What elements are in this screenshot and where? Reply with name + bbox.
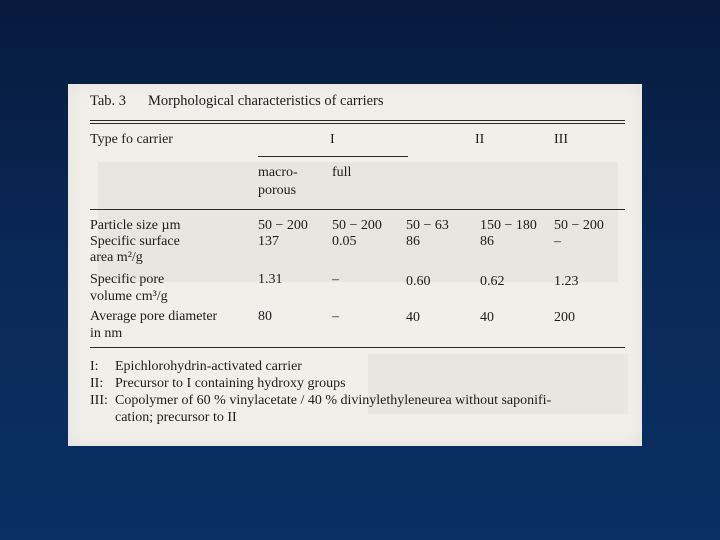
- cell-value: 80: [258, 309, 272, 324]
- cell-value: 50 − 200: [258, 218, 308, 233]
- cell-value: 0.60: [406, 274, 431, 289]
- row-label: Particle size µm: [90, 218, 181, 233]
- subheader-macro: macro-: [258, 165, 298, 180]
- row-label: in nm: [90, 326, 123, 341]
- group-i-underline: [258, 156, 408, 157]
- cell-value: 0.05: [332, 234, 357, 249]
- scanned-table-image: [68, 84, 642, 446]
- row-label: Specific pore: [90, 272, 165, 287]
- cell-value: 1.31: [258, 272, 283, 287]
- group-header-ii: II: [475, 132, 485, 147]
- group-header-i: I: [330, 132, 335, 147]
- cell-value: 50 − 200: [554, 218, 604, 233]
- cell-value: 86: [406, 234, 420, 249]
- top-rule: [90, 120, 625, 121]
- type-of-carrier-header: Type fo carrier: [90, 132, 173, 147]
- subheader-porous: porous: [258, 183, 297, 198]
- cell-value: 50 − 200: [332, 218, 382, 233]
- footnote-text: Epichlorohydrin-activated carrier: [115, 359, 302, 374]
- cell-value: –: [554, 234, 561, 249]
- row-label: Specific surface: [90, 234, 180, 249]
- cell-value: 40: [406, 310, 420, 325]
- footnote-text: cation; precursor to II: [115, 410, 237, 425]
- row-label: volume cm³/g: [90, 289, 168, 304]
- row-label: Average pore diameter: [90, 309, 218, 324]
- footnote-text: Copolymer of 60 % vinylacetate / 40 % divinylethyleneurea without saponifi-: [115, 393, 552, 408]
- table-caption-label: Tab. 3: [90, 93, 127, 109]
- cell-value: –: [332, 309, 339, 324]
- subheader-full: full: [332, 165, 352, 180]
- bottom-rule: [90, 347, 625, 348]
- row-label: area m²/g: [90, 250, 143, 265]
- cell-value: 200: [554, 310, 575, 325]
- cell-value: 86: [480, 234, 494, 249]
- footnote-key: II:: [90, 376, 104, 391]
- header-rule: [90, 209, 625, 210]
- footnote-key: III:: [90, 393, 108, 408]
- footnote-text: Precursor to I containing hydroxy groups: [115, 376, 346, 391]
- top-rule-double: [90, 123, 625, 124]
- cell-value: –: [332, 272, 339, 287]
- cell-value: 137: [258, 234, 279, 249]
- table-caption-title: Morphological characteristics of carriers: [148, 93, 384, 109]
- cell-value: 50 − 63: [406, 218, 449, 233]
- cell-value: 150 − 180: [480, 218, 537, 233]
- cell-value: 0.62: [480, 274, 505, 289]
- cell-value: 40: [480, 310, 494, 325]
- group-header-iii: III: [554, 132, 568, 147]
- footnote-key: I:: [90, 359, 99, 374]
- cell-value: 1.23: [554, 274, 579, 289]
